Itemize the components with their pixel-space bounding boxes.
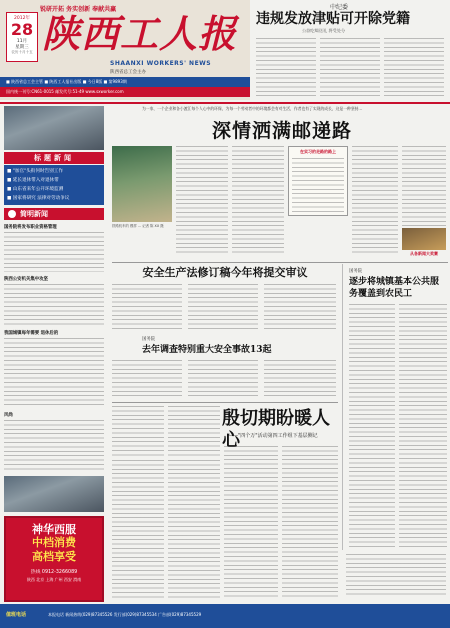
date-year: 2012年 <box>14 16 30 21</box>
highlight-item[interactable]: ■ 山东省来年公开环境监测 <box>7 187 64 192</box>
story2-body-5 <box>188 360 258 398</box>
story2-body-4 <box>112 360 182 398</box>
story4-subheadline: ——"四个万"活动第四工作组下基层侧记 <box>228 433 318 439</box>
ad-line-1: 中档消费 <box>32 536 76 549</box>
meta-strip: 国内统一刊号:CN61-0015 邮发代号:51-49 www.sxworker.com <box>0 87 250 97</box>
lead-intro: 为一家、一个企业和各小渡江每个人心中的环保，为每一个劳动者中的环境都会有对生活，作者也有了实现的成长，这是一种坚持... <box>142 106 363 111</box>
top-story-body-1 <box>256 38 316 98</box>
story3-body-1 <box>349 304 395 548</box>
masthead-rule <box>0 102 450 104</box>
highlight-item[interactable]: ■ "加官"头衔何时告别工作 <box>7 169 63 174</box>
ad-line-2: 高档享受 <box>32 550 76 563</box>
brief-title: 简明新闻 <box>20 210 48 218</box>
lead-story <box>112 106 448 258</box>
brief-headline-1: 国务院将发布职业资格管理 <box>4 225 57 230</box>
ad-title: 神华西服 <box>32 523 76 536</box>
lead-photo-caption: 铁路机车的 模样 ... 记者 陈 XX 摄 <box>112 224 164 228</box>
date-day: 28 <box>10 20 34 39</box>
story-2 <box>112 264 338 400</box>
brief-body-3 <box>4 338 104 408</box>
lead-body-2 <box>232 146 284 256</box>
top-story-kicker: 中纪委 <box>330 4 349 11</box>
highlights-list <box>4 165 104 205</box>
story4-body-1 <box>112 460 164 598</box>
masthead-banner <box>0 0 250 100</box>
story2-body-2 <box>188 284 258 332</box>
index-strip: ■ 陕西省总工会主管 ■ 陕西工人报社出版 ■ 今日8版 ■ 第9893期 <box>0 77 250 87</box>
top-story-body-3 <box>384 38 444 98</box>
story3-body-2 <box>399 304 447 548</box>
top-story <box>252 2 448 100</box>
brief-headline-4: 风尚 <box>4 413 13 418</box>
story-3 <box>342 264 448 550</box>
story4-headline: 殷切期盼暖人心 <box>222 408 330 451</box>
brief-headline-2: 陕西公安机关集中攻坚 <box>4 277 48 282</box>
lunar-date: 农历十月十五 <box>11 50 33 54</box>
lead-side-photo <box>402 228 446 250</box>
lead-inset-box <box>288 146 348 216</box>
story4-body-4 <box>282 446 338 598</box>
rule-2 <box>112 262 448 263</box>
brief-body-4 <box>4 420 104 472</box>
story-4 <box>112 404 338 600</box>
date-month: 11月 <box>16 39 28 44</box>
story2-body-3 <box>264 284 336 332</box>
story2-kicker: 国务院 <box>142 337 156 342</box>
story2-body-1 <box>112 284 182 332</box>
left-column <box>0 106 108 602</box>
newspaper-title-en: SHAANXI WORKERS' NEWS <box>110 60 212 67</box>
brief-body-1 <box>4 232 104 272</box>
brief-headline-3: 我国城镇每年需要 退休后的 <box>4 331 59 336</box>
lead-headline: 深情洒满邮递路 <box>211 120 352 142</box>
brief-icon <box>8 210 16 218</box>
highlight-item[interactable]: ■ 延长退休带入对退休带 <box>7 178 59 183</box>
inset-title: 在实习的走路的路上 <box>300 149 336 154</box>
story4-body-2 <box>168 460 220 598</box>
top-story-sub: 公款吃喝送礼 将受处分 <box>302 28 346 33</box>
story2-subheadline: 去年调查特别重大安全事故13起 <box>142 345 272 355</box>
story2-body-6 <box>264 360 336 398</box>
highlights-header: 标题新闻 <box>4 152 104 164</box>
left-small-photo <box>4 476 104 512</box>
lead-side-ad: 从各新闻大奖赛 <box>410 251 438 256</box>
story4-body-pre-1 <box>112 406 164 456</box>
newspaper-title: 陕西工人报 <box>42 11 238 56</box>
masthead <box>0 0 450 103</box>
date-box <box>6 12 38 62</box>
ad-phone: 热线 0912-3266089 <box>30 570 78 575</box>
story4-body-pre-2 <box>168 406 220 456</box>
lead-photo <box>112 146 172 222</box>
story2-headline: 安全生产法修订稿今年将提交审议 <box>142 266 308 279</box>
top-story-headline: 违规发放津贴可开除党籍 <box>256 11 410 27</box>
rule-3 <box>112 402 338 403</box>
footer-label: 值班电话 <box>6 612 27 618</box>
footer <box>0 604 450 628</box>
slogan-strip: 锐研开拓 务实创新 奉献共赢 <box>40 6 117 13</box>
date-weekday: 星期三 <box>15 45 29 50</box>
ad-address: 陕西 北京 上海 广州 西安 渭南 <box>26 577 82 582</box>
lead-body-3 <box>352 146 398 256</box>
brief-header <box>4 208 104 220</box>
footer-text: 本报电话 新闻热线(029)87345526 发行部(029)87345534 广告部(029)87345529 <box>48 612 202 617</box>
story3-headline: 逐步将城镇基本公共服务覆盖到农民工 <box>349 277 440 299</box>
left-photo <box>4 106 104 150</box>
highlight-item[interactable]: ■ 国家将研究 法律对劳动争议 <box>7 196 70 201</box>
lead-body-4 <box>402 146 446 226</box>
brief-body-2 <box>4 284 104 326</box>
lead-body-1 <box>176 146 228 256</box>
inset-body <box>292 158 344 212</box>
story3-kicker: 国务院 <box>349 269 363 274</box>
story4-body-3 <box>224 446 278 598</box>
story3-continued <box>346 554 446 598</box>
ad-box[interactable] <box>4 516 104 602</box>
top-story-body-2 <box>320 38 380 98</box>
publisher: 陕西省总工会主办 <box>110 70 146 75</box>
